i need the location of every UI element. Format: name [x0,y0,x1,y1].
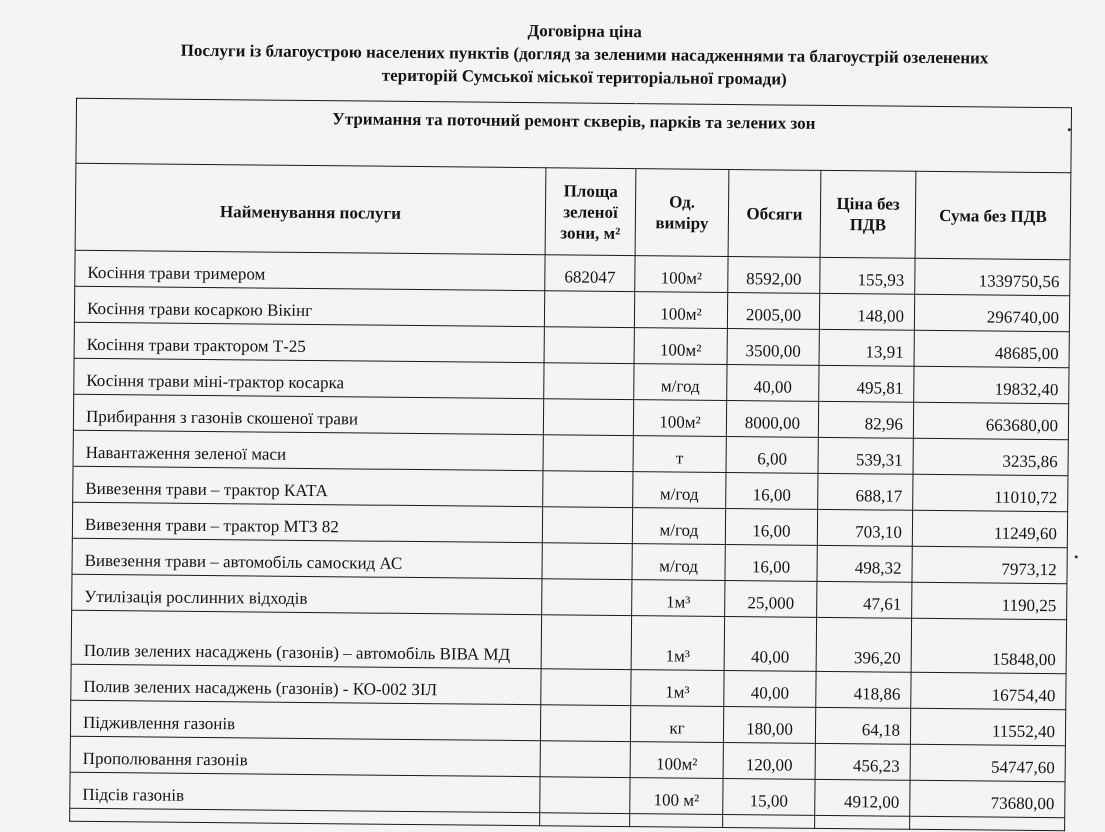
service-name-cell: Вивезення трави – автомобіль самоскид АС [72,538,542,579]
empty-cell [910,816,1065,830]
price-cell: 539,31 [818,437,913,474]
empty-cell [630,814,723,828]
volume-cell: 8592,00 [728,257,820,294]
price-table [69,98,1072,832]
scan-speck [1068,128,1071,131]
sum-cell: 663680,00 [913,402,1068,439]
area-cell [542,543,632,580]
volume-cell: 3500,00 [727,328,819,365]
price-cell: 703,10 [817,509,912,546]
document-subtitle-line2: територій Сумської міської територіальної громади) [381,65,787,89]
service-name-cell: Прополювання газонів [70,736,540,777]
unit-cell: 100м² [630,742,723,779]
sum-cell: 16754,40 [911,672,1066,709]
volume-cell: 15,00 [723,778,815,815]
price-cell: 13,91 [819,329,914,366]
area-cell [541,669,631,706]
sum-cell: 11552,40 [910,708,1065,745]
unit-cell: м/год [632,508,725,545]
price-cell: 82,96 [818,401,913,438]
unit-cell: м/год [633,472,726,509]
table-row [71,610,1067,674]
area-cell [541,615,632,670]
price-cell: 148,00 [819,293,914,330]
section-title: Утримання та поточний ремонт скверів, парків та зелених зон [76,98,1072,173]
area-cell: 682047 [545,255,635,292]
service-name-cell: Прибирання з газонів скошеної трави [73,394,543,435]
empty-cell [723,814,815,828]
volume-cell: 2005,00 [727,292,819,329]
document-subtitle-line1: Послуги із благоустрою населених пунктів (догляд за зеленими насадженнями та благоустрій озеленених [180,40,989,68]
area-cell [543,435,633,472]
sum-cell: 54747,60 [910,744,1065,781]
volume-cell: 6,00 [726,436,818,473]
sum-cell: 15848,00 [911,618,1067,673]
price-cell: 396,20 [816,617,912,672]
price-cell: 64,18 [815,707,910,744]
area-cell [540,705,630,742]
sum-cell: 48685,00 [914,330,1069,367]
scan-speck [1075,555,1078,558]
price-cell: 498,32 [817,545,912,582]
column-header-volume: Обсяги [728,170,821,258]
volume-cell: 8000,00 [726,400,818,437]
sum-cell: 1190,25 [912,582,1067,619]
column-header-area: Площа зеленої зони, м² [545,168,636,256]
volume-cell: 40,00 [724,670,816,707]
unit-cell: 100м² [633,400,726,437]
unit-cell: т [633,436,726,473]
area-cell [542,507,632,544]
sum-cell: 1339750,56 [915,258,1070,295]
unit-cell: 100м² [634,328,727,365]
sum-cell: 7973,12 [912,546,1067,583]
area-cell [544,327,634,364]
price-cell: 456,23 [815,743,910,780]
volume-cell: 16,00 [725,544,817,581]
document-title: Договірна ціна [527,21,642,42]
unit-cell: 100м² [634,292,727,329]
sum-cell: 11010,72 [913,474,1068,511]
service-name-cell: Косіння трави міні-трактор косарка [74,358,544,399]
service-name-cell: Підсів газонів [70,772,540,813]
sum-cell: 11249,60 [912,510,1067,547]
area-cell [540,741,630,778]
volume-cell: 120,00 [723,742,815,779]
unit-cell: м/год [634,364,727,401]
area-cell [540,777,630,814]
column-header-name: Найменування послуги [75,163,546,255]
unit-cell: 1м³ [631,670,724,707]
unit-cell: кг [630,706,723,743]
sum-cell: 73680,00 [910,780,1065,817]
area-cell [544,291,634,328]
service-name-cell: Полив зелених насаджень (газонів) - КО-002 ЗІЛ [71,664,541,705]
service-name-cell: Утилізація рослинних відходів [72,574,542,615]
price-cell: 47,61 [817,581,912,618]
volume-cell: 25,000 [725,580,817,617]
unit-cell: м/год [632,544,725,581]
empty-cell [540,813,630,827]
area-cell [543,399,633,436]
unit-cell: 1м³ [632,580,725,617]
price-cell: 418,86 [816,671,911,708]
service-name-cell: Полив зелених насаджень (газонів) – автомобіль ВІВА МД [71,610,541,669]
column-header-price: Ціна без ПДВ [820,170,916,258]
sum-cell: 3235,86 [913,438,1068,475]
service-name-cell: Підживлення газонів [70,700,540,741]
volume-cell: 40,00 [724,616,817,671]
volume-cell: 40,00 [727,364,819,401]
service-name-cell: Косіння трави косаркою Вікінг [74,286,544,327]
volume-cell: 180,00 [723,706,815,743]
unit-cell: 100 м² [630,778,723,815]
price-cell: 495,81 [819,365,914,402]
volume-cell: 16,00 [725,508,817,545]
table-body [70,250,1070,831]
area-cell [543,471,633,508]
price-cell: 688,17 [818,473,913,510]
service-name-cell: Вивезення трави – трактор МТЗ 82 [72,502,542,543]
column-header-unit: Од. виміру [635,169,729,257]
unit-cell: 100м² [635,256,728,293]
service-name-cell: Косіння трави трактором Т-25 [74,322,544,363]
sum-cell: 19832,40 [914,366,1069,403]
price-cell: 155,93 [820,257,915,294]
area-cell [544,363,634,400]
area-cell [542,579,632,616]
column-header-sum: Сума без ПДВ [915,171,1071,259]
sum-cell: 296740,00 [914,294,1069,331]
volume-cell: 16,00 [726,472,818,509]
service-name-cell: Навантаження зеленої маси [73,430,543,471]
service-name-cell: Вивезення трави – трактор КАТА [73,466,543,507]
unit-cell: 1м³ [631,616,725,671]
price-cell: 4912,00 [815,779,910,816]
empty-cell [815,815,910,829]
service-name-cell: Косіння трави тримером [75,250,545,291]
